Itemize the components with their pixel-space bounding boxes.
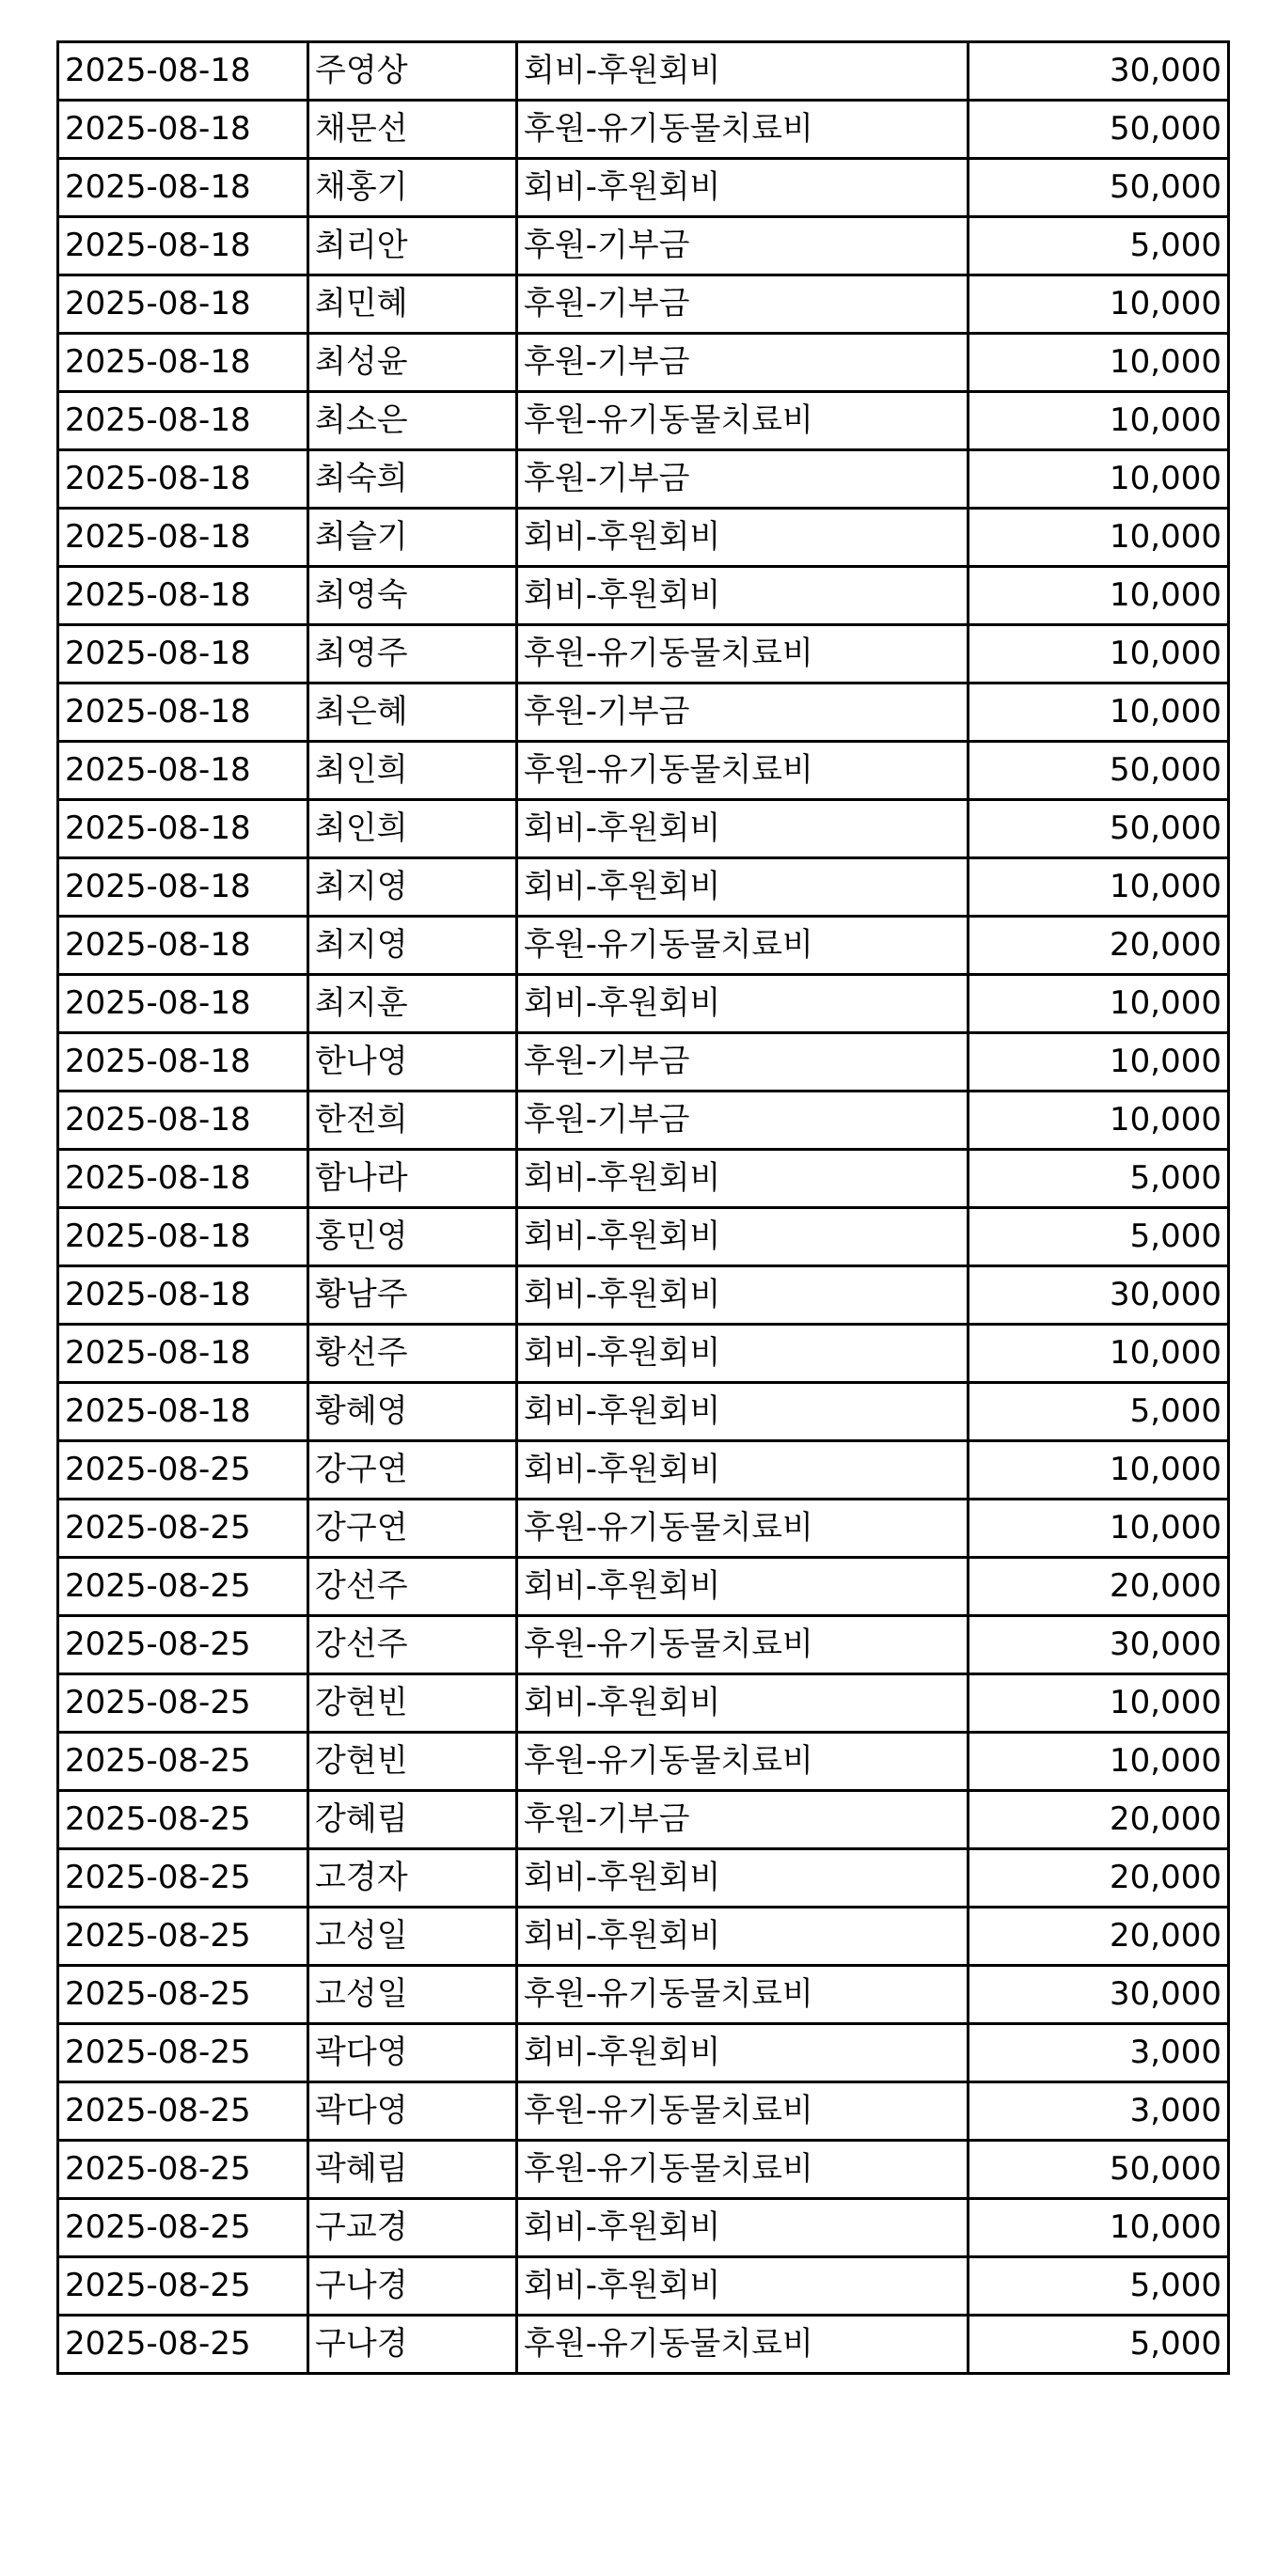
date-cell: 2025-08-25 (58, 1966, 308, 2024)
amount-cell: 10,000 (969, 2199, 1229, 2257)
name-cell: 곽혜림 (308, 2141, 517, 2199)
name-cell: 한나영 (308, 1033, 517, 1092)
amount-cell: 30,000 (969, 42, 1229, 101)
category-cell: 후원-기부금 (517, 683, 969, 742)
category-cell: 후원-유기동물치료비 (517, 1733, 969, 1791)
date-cell: 2025-08-18 (58, 800, 308, 858)
date-cell: 2025-08-18 (58, 1092, 308, 1150)
amount-cell: 20,000 (969, 1558, 1229, 1616)
date-cell: 2025-08-18 (58, 1033, 308, 1092)
name-cell: 강구연 (308, 1441, 517, 1500)
date-cell: 2025-08-18 (58, 1266, 308, 1325)
amount-cell: 10,000 (969, 858, 1229, 917)
table-row (58, 1033, 1229, 1092)
table-row (58, 625, 1229, 683)
date-cell: 2025-08-25 (58, 2257, 308, 2316)
category-cell: 후원-유기동물치료비 (517, 2316, 969, 2374)
category-cell: 회비-후원회비 (517, 2024, 969, 2082)
amount-cell: 50,000 (969, 2141, 1229, 2199)
table-row (58, 1733, 1229, 1791)
category-cell: 회비-후원회비 (517, 975, 969, 1033)
date-cell: 2025-08-18 (58, 683, 308, 742)
date-cell: 2025-08-25 (58, 2141, 308, 2199)
table-row (58, 2199, 1229, 2257)
table-row (58, 1849, 1229, 1908)
name-cell: 최인희 (308, 742, 517, 800)
name-cell: 최인희 (308, 800, 517, 858)
amount-cell: 30,000 (969, 1616, 1229, 1674)
amount-cell: 50,000 (969, 159, 1229, 217)
category-cell: 회비-후원회비 (517, 1849, 969, 1908)
amount-cell: 10,000 (969, 1733, 1229, 1791)
amount-cell: 10,000 (969, 625, 1229, 683)
table-row (58, 1266, 1229, 1325)
amount-cell: 10,000 (969, 975, 1229, 1033)
category-cell: 회비-후원회비 (517, 1383, 969, 1441)
date-cell: 2025-08-18 (58, 275, 308, 334)
amount-cell: 50,000 (969, 101, 1229, 159)
ledger-body (58, 42, 1229, 2374)
name-cell: 최성윤 (308, 334, 517, 392)
name-cell: 구교경 (308, 2199, 517, 2257)
amount-cell: 10,000 (969, 450, 1229, 509)
date-cell: 2025-08-18 (58, 975, 308, 1033)
table-row (58, 101, 1229, 159)
date-cell: 2025-08-18 (58, 159, 308, 217)
category-cell: 후원-기부금 (517, 450, 969, 509)
table-row (58, 567, 1229, 625)
name-cell: 최지영 (308, 858, 517, 917)
name-cell: 주영상 (308, 42, 517, 101)
name-cell: 강혜림 (308, 1791, 517, 1849)
name-cell: 고경자 (308, 1849, 517, 1908)
name-cell: 홍민영 (308, 1208, 517, 1266)
table-row (58, 1208, 1229, 1266)
amount-cell: 10,000 (969, 1033, 1229, 1092)
name-cell: 최민혜 (308, 275, 517, 334)
table-row (58, 1383, 1229, 1441)
name-cell: 최리안 (308, 217, 517, 275)
category-cell: 후원-유기동물치료비 (517, 392, 969, 450)
date-cell: 2025-08-25 (58, 1849, 308, 1908)
date-cell: 2025-08-25 (58, 1733, 308, 1791)
amount-cell: 30,000 (969, 1266, 1229, 1325)
name-cell: 구나경 (308, 2316, 517, 2374)
name-cell: 강현빈 (308, 1733, 517, 1791)
amount-cell: 5,000 (969, 217, 1229, 275)
date-cell: 2025-08-18 (58, 917, 308, 975)
date-cell: 2025-08-25 (58, 2199, 308, 2257)
amount-cell: 10,000 (969, 1674, 1229, 1733)
category-cell: 후원-유기동물치료비 (517, 101, 969, 159)
amount-cell: 10,000 (969, 567, 1229, 625)
amount-cell: 10,000 (969, 1441, 1229, 1500)
amount-cell: 10,000 (969, 275, 1229, 334)
category-cell: 후원-유기동물치료비 (517, 2082, 969, 2141)
name-cell: 최은혜 (308, 683, 517, 742)
amount-cell: 10,000 (969, 1092, 1229, 1150)
category-cell: 회비-후원회비 (517, 1325, 969, 1383)
category-cell: 후원-기부금 (517, 275, 969, 334)
table-row (58, 1441, 1229, 1500)
date-cell: 2025-08-18 (58, 509, 308, 567)
category-cell: 후원-유기동물치료비 (517, 625, 969, 683)
table-row (58, 975, 1229, 1033)
amount-cell: 50,000 (969, 800, 1229, 858)
table-row (58, 1558, 1229, 1616)
amount-cell: 10,000 (969, 392, 1229, 450)
table-row (58, 1791, 1229, 1849)
name-cell: 고성일 (308, 1908, 517, 1966)
table-row (58, 800, 1229, 858)
category-cell: 후원-유기동물치료비 (517, 742, 969, 800)
category-cell: 회비-후원회비 (517, 509, 969, 567)
table-row (58, 334, 1229, 392)
name-cell: 강선주 (308, 1558, 517, 1616)
date-cell: 2025-08-18 (58, 450, 308, 509)
amount-cell: 30,000 (969, 1966, 1229, 2024)
date-cell: 2025-08-18 (58, 625, 308, 683)
date-cell: 2025-08-18 (58, 334, 308, 392)
name-cell: 최숙희 (308, 450, 517, 509)
table-row (58, 2141, 1229, 2199)
category-cell: 회비-후원회비 (517, 1441, 969, 1500)
amount-cell: 3,000 (969, 2082, 1229, 2141)
category-cell: 후원-기부금 (517, 1791, 969, 1849)
table-row (58, 2082, 1229, 2141)
date-cell: 2025-08-18 (58, 567, 308, 625)
name-cell: 황선주 (308, 1325, 517, 1383)
table-row (58, 2024, 1229, 2082)
date-cell: 2025-08-18 (58, 217, 308, 275)
name-cell: 강선주 (308, 1616, 517, 1674)
table-row (58, 858, 1229, 917)
date-cell: 2025-08-25 (58, 1500, 308, 1558)
category-cell: 회비-후원회비 (517, 858, 969, 917)
donation-ledger-table (56, 40, 1230, 2375)
date-cell: 2025-08-18 (58, 1383, 308, 1441)
date-cell: 2025-08-18 (58, 101, 308, 159)
date-cell: 2025-08-25 (58, 1674, 308, 1733)
table-row (58, 2257, 1229, 2316)
date-cell: 2025-08-25 (58, 1791, 308, 1849)
date-cell: 2025-08-18 (58, 858, 308, 917)
table-row (58, 2316, 1229, 2374)
category-cell: 회비-후원회비 (517, 1150, 969, 1208)
amount-cell: 10,000 (969, 1325, 1229, 1383)
name-cell: 황남주 (308, 1266, 517, 1325)
amount-cell: 50,000 (969, 742, 1229, 800)
amount-cell: 20,000 (969, 1849, 1229, 1908)
category-cell: 회비-후원회비 (517, 1674, 969, 1733)
table-row (58, 1092, 1229, 1150)
date-cell: 2025-08-25 (58, 1441, 308, 1500)
table-row (58, 509, 1229, 567)
category-cell: 회비-후원회비 (517, 1908, 969, 1966)
date-cell: 2025-08-18 (58, 1150, 308, 1208)
name-cell: 채홍기 (308, 159, 517, 217)
table-row (58, 683, 1229, 742)
category-cell: 후원-유기동물치료비 (517, 1966, 969, 2024)
name-cell: 고성일 (308, 1966, 517, 2024)
date-cell: 2025-08-25 (58, 2024, 308, 2082)
table-row (58, 1150, 1229, 1208)
amount-cell: 20,000 (969, 1791, 1229, 1849)
category-cell: 회비-후원회비 (517, 159, 969, 217)
date-cell: 2025-08-25 (58, 2082, 308, 2141)
category-cell: 후원-유기동물치료비 (517, 1500, 969, 1558)
name-cell: 최영주 (308, 625, 517, 683)
date-cell: 2025-08-25 (58, 2316, 308, 2374)
category-cell: 후원-유기동물치료비 (517, 1616, 969, 1674)
date-cell: 2025-08-25 (58, 1558, 308, 1616)
category-cell: 후원-기부금 (517, 217, 969, 275)
date-cell: 2025-08-18 (58, 392, 308, 450)
table-row (58, 275, 1229, 334)
name-cell: 강구연 (308, 1500, 517, 1558)
category-cell: 회비-후원회비 (517, 2199, 969, 2257)
category-cell: 회비-후원회비 (517, 1208, 969, 1266)
category-cell: 회비-후원회비 (517, 800, 969, 858)
table-row (58, 1616, 1229, 1674)
category-cell: 후원-기부금 (517, 334, 969, 392)
amount-cell: 20,000 (969, 917, 1229, 975)
amount-cell: 5,000 (969, 1208, 1229, 1266)
table-row (58, 159, 1229, 217)
table-row (58, 1966, 1229, 2024)
amount-cell: 5,000 (969, 2257, 1229, 2316)
name-cell: 함나라 (308, 1150, 517, 1208)
name-cell: 채문선 (308, 101, 517, 159)
name-cell: 최지영 (308, 917, 517, 975)
amount-cell: 20,000 (969, 1908, 1229, 1966)
name-cell: 황혜영 (308, 1383, 517, 1441)
name-cell: 곽다영 (308, 2024, 517, 2082)
category-cell: 회비-후원회비 (517, 1266, 969, 1325)
table-row (58, 1908, 1229, 1966)
amount-cell: 5,000 (969, 1150, 1229, 1208)
date-cell: 2025-08-25 (58, 1908, 308, 1966)
amount-cell: 3,000 (969, 2024, 1229, 2082)
date-cell: 2025-08-25 (58, 1616, 308, 1674)
category-cell: 후원-기부금 (517, 1033, 969, 1092)
table-row (58, 42, 1229, 101)
date-cell: 2025-08-18 (58, 42, 308, 101)
amount-cell: 10,000 (969, 334, 1229, 392)
table-row (58, 742, 1229, 800)
table-row (58, 217, 1229, 275)
name-cell: 최영숙 (308, 567, 517, 625)
category-cell: 회비-후원회비 (517, 42, 969, 101)
category-cell: 후원-유기동물치료비 (517, 917, 969, 975)
date-cell: 2025-08-18 (58, 1325, 308, 1383)
table-row (58, 392, 1229, 450)
name-cell: 곽다영 (308, 2082, 517, 2141)
name-cell: 최소은 (308, 392, 517, 450)
table-row (58, 1674, 1229, 1733)
table-row (58, 450, 1229, 509)
amount-cell: 5,000 (969, 1383, 1229, 1441)
amount-cell: 10,000 (969, 683, 1229, 742)
name-cell: 한전희 (308, 1092, 517, 1150)
category-cell: 후원-기부금 (517, 1092, 969, 1150)
table-row (58, 1500, 1229, 1558)
name-cell: 최슬기 (308, 509, 517, 567)
amount-cell: 5,000 (969, 2316, 1229, 2374)
amount-cell: 10,000 (969, 1500, 1229, 1558)
name-cell: 구나경 (308, 2257, 517, 2316)
date-cell: 2025-08-18 (58, 1208, 308, 1266)
category-cell: 회비-후원회비 (517, 1558, 969, 1616)
name-cell: 최지훈 (308, 975, 517, 1033)
amount-cell: 10,000 (969, 509, 1229, 567)
category-cell: 후원-유기동물치료비 (517, 2141, 969, 2199)
table-row (58, 917, 1229, 975)
date-cell: 2025-08-18 (58, 742, 308, 800)
category-cell: 회비-후원회비 (517, 2257, 969, 2316)
table-row (58, 1325, 1229, 1383)
name-cell: 강현빈 (308, 1674, 517, 1733)
category-cell: 회비-후원회비 (517, 567, 969, 625)
